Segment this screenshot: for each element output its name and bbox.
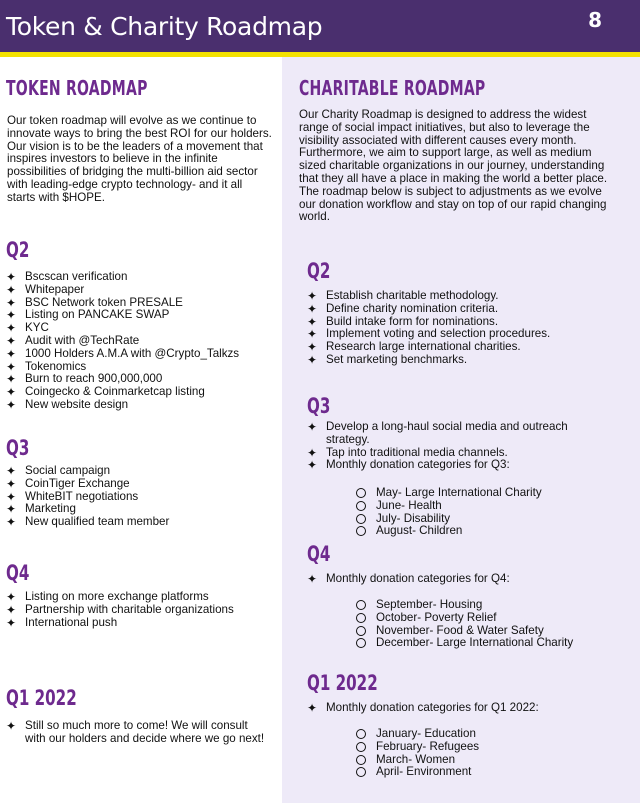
list-item <box>307 702 607 715</box>
circle-outline-icon <box>356 638 366 648</box>
page-header <box>0 0 640 52</box>
four-point-star-icon: ✦ <box>6 476 17 491</box>
category-item-text: January- Education <box>376 727 476 740</box>
charity-roadmap-title: CHARITABLE ROADMAP <box>299 76 486 100</box>
four-point-star-icon: ✦ <box>307 340 318 355</box>
list-item-text: New qualified team member <box>25 515 170 529</box>
list-item-text: Social campaign <box>25 464 111 477</box>
charity-q4-heading: Q4 <box>307 542 331 566</box>
list-item <box>6 617 276 630</box>
list-item <box>6 399 276 412</box>
token-q3-heading: Q3 <box>6 436 30 460</box>
list-item-text: Burn to reach 900,000,000 <box>25 372 163 386</box>
list-item <box>307 354 607 367</box>
list-item-text: Whitepaper <box>25 282 85 296</box>
list-item-text: Audit with @TechRate <box>25 333 140 347</box>
four-point-star-icon: ✦ <box>6 397 17 412</box>
four-point-star-icon: ✦ <box>6 502 17 517</box>
charity-q1-list <box>307 702 607 715</box>
token-q4-heading: Q4 <box>6 561 30 585</box>
list-item-text: Listing on PANCAKE SWAP <box>25 308 170 322</box>
list-item-text: Bscscan verification <box>25 270 128 283</box>
list-item-text: BSC Network token PRESALE <box>25 295 183 309</box>
category-item <box>356 766 606 779</box>
list-item-text: Research large international charities. <box>326 340 521 354</box>
list-item-text: Set marketing benchmarks. <box>326 352 468 366</box>
list-item <box>6 720 268 746</box>
list-item-text: Monthly donation categories for Q3: <box>326 458 510 472</box>
circle-outline-icon <box>356 729 366 739</box>
category-item-text: November- Food & Water Safety <box>376 623 544 637</box>
four-point-star-icon: ✦ <box>6 321 17 336</box>
four-point-star-icon: ✦ <box>6 270 17 284</box>
page-title: Token & Charity Roadmap <box>6 12 323 41</box>
category-item <box>356 525 606 538</box>
list-item-text: Marketing <box>25 502 76 516</box>
circle-outline-icon <box>356 526 366 536</box>
four-point-star-icon: ✦ <box>307 572 318 586</box>
list-item-text: Develop a long-haul social media and outreach strategy. <box>326 420 568 446</box>
list-item <box>6 516 276 529</box>
category-item-text: July- Disability <box>376 511 451 525</box>
charity-q3-heading: Q3 <box>307 394 331 418</box>
category-item-text: August- Children <box>376 524 463 538</box>
charity-q4-list <box>307 573 607 586</box>
charity-q2-heading: Q2 <box>307 259 331 283</box>
list-item-text: Establish charitable methodology. <box>326 289 499 302</box>
four-point-star-icon: ✦ <box>6 615 17 630</box>
page-number: 8 <box>588 8 602 32</box>
list-item-text: Monthly donation categories for Q4: <box>326 572 510 585</box>
four-point-star-icon: ✦ <box>6 333 17 348</box>
list-item-text: Implement voting and selection procedures. <box>326 327 551 341</box>
charity-intro-text-2: The roadmap below is subject to adjustments as we evolve our donation workflow and stay on top of our rapid changing world. <box>299 184 607 224</box>
circle-outline-icon <box>356 514 366 524</box>
four-point-star-icon: ✦ <box>6 282 17 297</box>
four-point-star-icon: ✦ <box>6 489 17 504</box>
circle-outline-icon <box>356 767 366 777</box>
category-item-text: February- Refugees <box>376 739 480 753</box>
four-point-star-icon: ✦ <box>6 359 17 374</box>
list-item-text: Still so much more to come! We will consult with our holders and decide where we go next! <box>25 719 265 745</box>
four-point-star-icon: ✦ <box>6 515 17 530</box>
list-item-text: Coingecko & Coinmarketcap listing <box>25 385 205 399</box>
four-point-star-icon: ✦ <box>6 385 17 400</box>
token-q1-list <box>6 720 268 746</box>
list-item-text: Listing on more exchange platforms <box>25 590 209 603</box>
four-point-star-icon: ✦ <box>6 372 17 387</box>
four-point-star-icon: ✦ <box>307 301 318 316</box>
charity-q1-categories <box>356 728 606 779</box>
token-q1-heading: Q1 2022 <box>6 686 77 710</box>
token-intro-text: Our token roadmap will evolve as we continue to innovate ways to bring the best ROI for our holders. Our vision is to be the leaders of a movement that inspires investors to believe in the infinite possibilities of bridging the multi-billion aid sector with leading-edge crypto technology- and it all starts with $HOPE. <box>7 114 272 204</box>
four-point-star-icon: ✦ <box>6 295 17 310</box>
token-roadmap-intro <box>7 115 273 205</box>
token-q3-list <box>6 465 276 529</box>
list-item-text: WhiteBIT negotiations <box>25 489 139 503</box>
four-point-star-icon: ✦ <box>307 327 318 342</box>
category-item-text: March- Women <box>376 752 456 766</box>
four-point-star-icon: ✦ <box>6 719 17 733</box>
charity-q3-categories <box>356 487 606 538</box>
list-item-text: 1000 Holders A.M.A with @Crypto_Talkzs <box>25 346 240 360</box>
list-item <box>307 421 587 447</box>
list-item-text: CoinTiger Exchange <box>25 476 130 490</box>
four-point-star-icon: ✦ <box>307 458 318 473</box>
list-item-text: Tap into traditional media channels. <box>326 445 508 459</box>
four-point-star-icon: ✦ <box>307 352 318 367</box>
category-item-text: April- Environment <box>376 765 472 779</box>
list-item <box>307 573 607 586</box>
circle-outline-icon <box>356 488 366 498</box>
circle-outline-icon <box>356 600 366 610</box>
four-point-star-icon: ✦ <box>307 289 318 303</box>
category-item <box>356 637 606 650</box>
token-q2-list <box>6 271 276 412</box>
circle-outline-icon <box>356 626 366 636</box>
token-roadmap-title: TOKEN ROADMAP <box>6 76 148 100</box>
token-q4-list <box>6 591 276 629</box>
four-point-star-icon: ✦ <box>6 464 17 478</box>
list-item-text: KYC <box>25 321 49 335</box>
list-item-text: Build intake form for nominations. <box>326 314 499 328</box>
four-point-star-icon: ✦ <box>307 420 318 434</box>
four-point-star-icon: ✦ <box>6 346 17 361</box>
charity-roadmap-intro <box>299 109 611 224</box>
list-item-text: Define charity nomination criteria. <box>326 301 499 315</box>
charity-intro-text: Our Charity Roadmap is designed to address the widest range of social impact initiatives, but also to leverage the visibility associated with different causes every month. Furthermore, we aim to support large, as well as medium sized charitable organizations in our journey, understanding that they all have a place in making the world a better place. <box>299 108 608 185</box>
circle-outline-icon <box>356 755 366 765</box>
charity-q4-categories <box>356 599 606 650</box>
charity-q3-list <box>307 421 587 472</box>
token-q2-heading: Q2 <box>6 238 30 262</box>
category-item-text: October- Poverty Relief <box>376 610 497 624</box>
category-item-text: December- Large International Charity <box>376 636 574 650</box>
circle-outline-icon <box>356 742 366 752</box>
list-item-text: International push <box>25 615 118 629</box>
list-item-text: New website design <box>25 397 129 411</box>
circle-outline-icon <box>356 613 366 623</box>
category-item-text: June- Health <box>376 498 442 512</box>
charity-q1-heading: Q1 2022 <box>307 671 378 695</box>
list-item-text: Partnership with charitable organizations <box>25 602 234 616</box>
four-point-star-icon: ✦ <box>6 308 17 323</box>
four-point-star-icon: ✦ <box>307 314 318 329</box>
list-item <box>307 459 587 472</box>
four-point-star-icon: ✦ <box>307 701 318 715</box>
four-point-star-icon: ✦ <box>6 602 17 617</box>
list-item-text: Tokenomics <box>25 359 87 373</box>
four-point-star-icon: ✦ <box>307 445 318 460</box>
charity-q2-list <box>307 290 607 367</box>
category-item-text: September- Housing <box>376 598 483 611</box>
circle-outline-icon <box>356 501 366 511</box>
four-point-star-icon: ✦ <box>6 590 17 604</box>
category-item-text: May- Large International Charity <box>376 486 542 499</box>
list-item-text: Monthly donation categories for Q1 2022: <box>326 701 539 714</box>
